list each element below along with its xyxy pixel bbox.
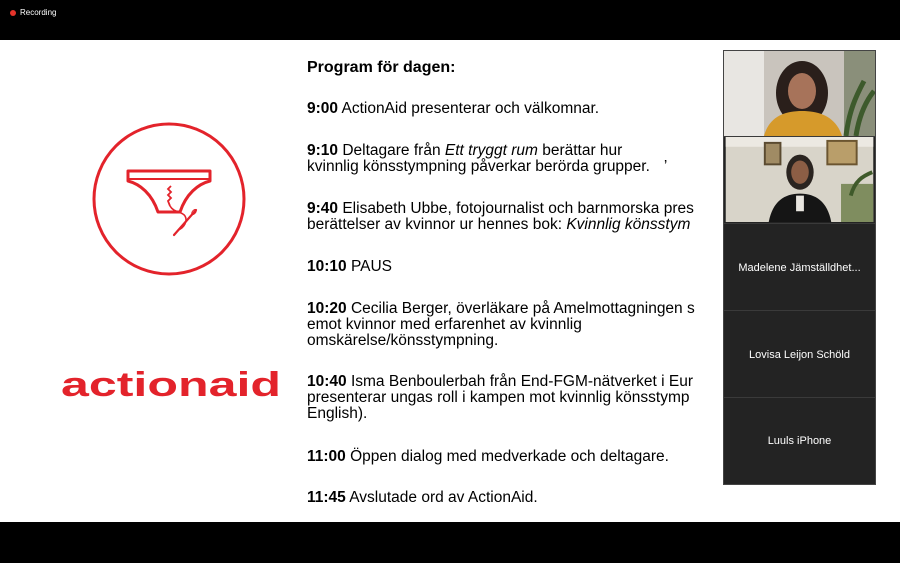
agenda-item	[307, 143, 777, 175]
participants-panel[interactable]	[723, 50, 876, 485]
agenda-text: Elisabeth Ubbe, fotojournalist och barnmorska pres	[338, 200, 694, 217]
participant-video-2	[724, 137, 875, 222]
participant-video-tile[interactable]	[724, 137, 875, 224]
agenda-text: presenterar ungas roll i kampen mot kvinnlig könsstymp	[307, 389, 690, 406]
agenda-time: 10:40	[307, 373, 347, 390]
agenda-italic-text: Kvinnlig könsstym	[566, 216, 691, 233]
recording-label: Recording	[20, 8, 57, 17]
agenda-item	[307, 449, 777, 465]
participant-name: Lovisa Leijon Schöld	[749, 349, 850, 361]
svg-text:actionaid: actionaid	[61, 366, 281, 404]
agenda-time: 9:00	[307, 100, 339, 117]
agenda-item	[307, 201, 777, 233]
annotation-mark: ’	[663, 158, 668, 175]
participant-name: Madelene Jämställdhet...	[738, 262, 861, 274]
underwear-needle-logo-icon	[90, 120, 248, 278]
actionaid-logo	[60, 364, 282, 408]
participant-tile[interactable]	[724, 398, 875, 484]
agenda-text: Cecilia Berger, överläkare på Amelmottagningen s	[346, 300, 695, 317]
agenda-item	[307, 101, 777, 117]
agenda-text: berättar hur	[537, 142, 623, 159]
participant-video-tile[interactable]	[724, 51, 875, 137]
participant-tile[interactable]	[724, 224, 875, 311]
agenda-title: Program för dagen:	[307, 59, 456, 76]
agenda-text: ActionAid presenterar och välkomnar.	[338, 100, 600, 117]
agenda-item	[307, 490, 777, 506]
agenda-text: English).	[307, 405, 368, 422]
agenda-time: 10:10	[307, 258, 347, 275]
agenda-text: kvinnlig könsstympning påverkar berörda grupper.	[307, 158, 650, 175]
agenda-text: emot kvinnor med erfarenhet av kvinnlig	[307, 316, 582, 333]
agenda-item	[307, 374, 777, 422]
agenda-time: 11:00	[307, 448, 346, 465]
participant-tile[interactable]	[724, 311, 875, 398]
agenda-time: 9:10	[307, 142, 339, 159]
participant-name: Luuls iPhone	[767, 435, 832, 447]
agenda-time: 11:45	[307, 489, 346, 506]
agenda-time: 10:20	[307, 300, 347, 317]
recording-indicator	[10, 8, 56, 17]
agenda-item	[307, 259, 777, 275]
agenda-text: Avslutade ord av ActionAid.	[345, 489, 538, 506]
meeting-top-bar	[0, 0, 900, 40]
agenda-text: berättelser av kvinnor ur hennes bok:	[307, 216, 567, 233]
agenda-text: Deltagare från	[338, 142, 445, 159]
agenda-text: Öppen dialog med medverkade och deltagare.	[345, 448, 669, 465]
agenda-text: PAUS	[346, 258, 393, 275]
agenda-item	[307, 301, 777, 349]
agenda-text: omskärelse/könsstympning.	[307, 332, 499, 349]
agenda-text: Isma Benboulerbah från End-FGM-nätverket i Eur	[346, 373, 693, 390]
participant-video-1	[724, 51, 875, 136]
agenda-time: 9:40	[307, 200, 339, 217]
agenda-italic-text: Ett tryggt rum	[444, 142, 538, 159]
recording-dot-icon	[10, 10, 16, 16]
meeting-bottom-bar	[0, 522, 900, 563]
